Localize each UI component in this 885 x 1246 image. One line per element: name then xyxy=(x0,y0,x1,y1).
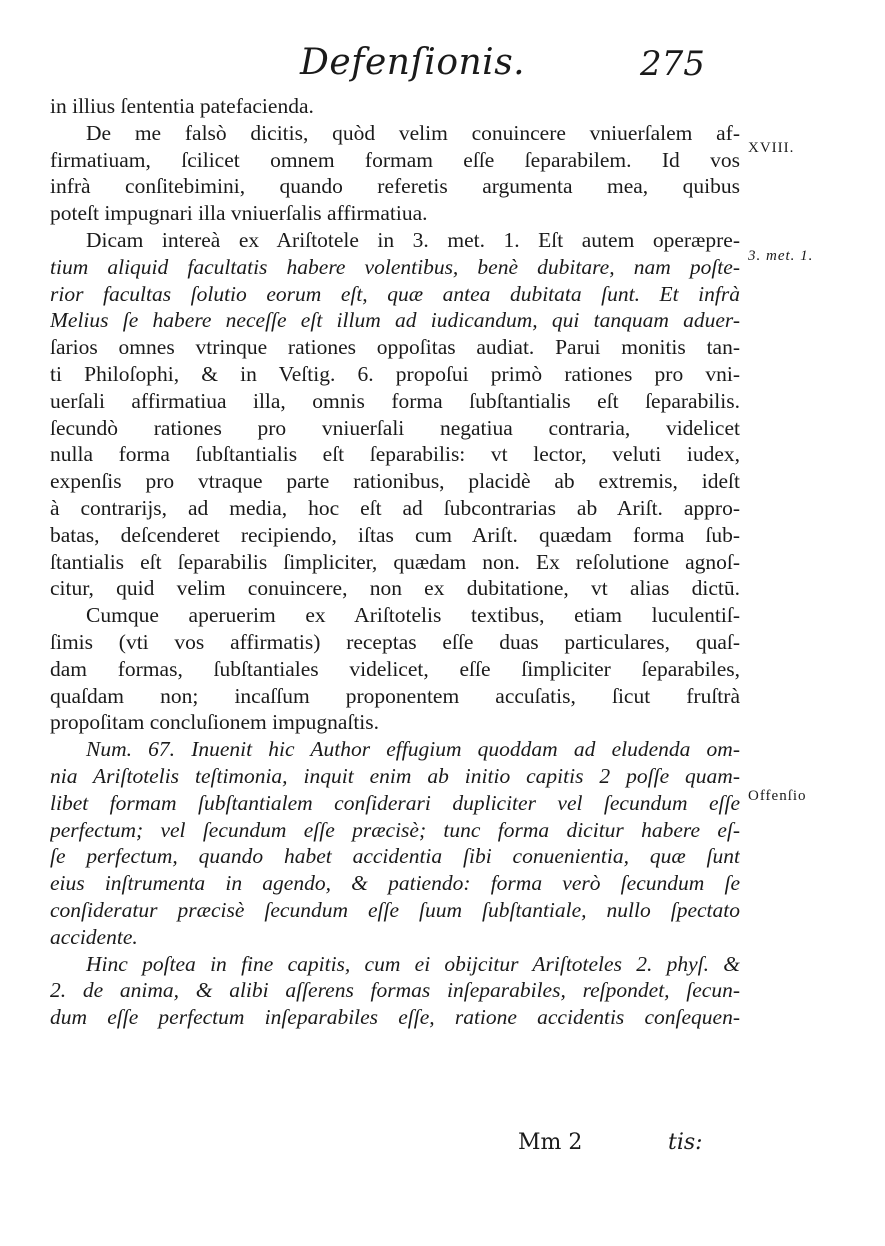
page-number: 275 xyxy=(640,44,705,84)
text-line: citur, quid velim conuincere, non ex dubitatione, vt alias dictū. xyxy=(50,576,740,601)
text-line: accidente. xyxy=(50,924,138,949)
text-line: rior facultas ſolutio eorum eſt, quæ antea dubitata ſunt. Et infrà xyxy=(50,281,740,306)
body-text xyxy=(50,93,740,1031)
text-line: ſe perfectum, quando habet accidentia ſibi conuenientia, quæ ſunt xyxy=(50,844,740,869)
text-line: eius inſtrumenta in agendo, & patiendo: forma verò ſecundum ſe xyxy=(50,871,740,896)
signature-mark: Mm 2 xyxy=(518,1130,583,1155)
text-line: poteſt impugnari illa vniuerſalis affirmatiua. xyxy=(50,201,428,226)
running-title: Defenſionis. xyxy=(300,42,526,83)
page-header xyxy=(0,42,885,92)
text-line: dum eſſe perfectum inſeparabiles eſſe, ratione accidentis conſequen- xyxy=(50,1005,740,1030)
text-line: Num. 67. Inuenit hic Author effugium quoddam ad eludenda om- xyxy=(86,737,740,762)
text-line: ti Philoſophi, & in Veſtig. 6. propoſui primò rationes pro vni- xyxy=(50,361,740,386)
text-line: ſtantialis eſt ſeparabilis ſimpliciter, quædam non. Ex reſolutione agnoſ- xyxy=(50,549,740,574)
margin-note: 3. met. 1. xyxy=(748,248,814,264)
text-line: propoſitam concluſionem impugnaſtis. xyxy=(50,710,380,735)
text-line: firmatiuam, ſcilicet omnem formam eſſe ſeparabilem. Id vos xyxy=(50,147,740,172)
text-line: perfectum; vel ſecundum eſſe præcisè; tunc forma dicitur habere eſ- xyxy=(50,817,740,842)
text-line: uerſali affirmatiua illa, omnis forma ſubſtantialis eſt ſeparabilis. xyxy=(50,388,740,413)
text-line: quaſdam non; incaſſum proponentem accuſatis, ſicut fruſtrà xyxy=(50,683,740,708)
margin-note: Offenſio xyxy=(748,788,807,804)
text-line: Dicam intereà ex Ariſtotele in 3. met. 1. Eſt autem operæpre- xyxy=(86,227,740,252)
text-line: infrà conſitebimini, quando referetis argumenta mea, quibus xyxy=(50,174,740,199)
text-line: ſimis (vti vos affirmatis) receptas eſſe duas particulares, quaſ- xyxy=(50,629,740,654)
margin-note: XVIII. xyxy=(748,140,795,156)
text-line: Cumque aperuerim ex Ariſtotelis textibus, etiam luculentiſ- xyxy=(86,603,740,628)
text-line: De me falsò dicitis, quòd velim conuincere vniuerſalem af- xyxy=(86,120,740,145)
text-line: 2. de anima, & alibi aſſerens formas inſeparabiles, reſpondet, ſecun- xyxy=(50,978,740,1003)
page-footer xyxy=(0,1130,885,1160)
text-line: tium aliquid facultatis habere volentibus, benè dubitare, nam poſte- xyxy=(50,254,740,279)
text-line: libet formam ſubſtantialem conſiderari dupliciter vel ſecundum eſſe xyxy=(50,790,740,815)
text-line: expenſis pro vtraque parte rationibus, placidè ab extremis, ideſt xyxy=(50,469,740,494)
text-line: Melius ſe habere neceſſe eſt illum ad iudicandum, qui tanquam aduer- xyxy=(50,308,740,333)
text-line: dam formas, ſubſtantiales videlicet, eſſe ſimpliciter ſeparabiles, xyxy=(50,656,740,681)
text-line: à contrarijs, ad media, hoc eſt ad ſubcontrarias ab Ariſt. appro- xyxy=(50,495,740,520)
text-line: nulla forma ſubſtantialis eſt ſeparabilis: vt lector, veluti iudex, xyxy=(50,442,740,467)
text-line: batas, deſcenderet recipiendo, iſtas cum Ariſt. quædam forma ſub- xyxy=(50,522,740,547)
text-line: in illius ſententia patefacienda. xyxy=(50,94,314,118)
catchword: tis: xyxy=(668,1130,703,1155)
text-line: nia Ariſtotelis teſtimonia, inquit enim ab initio capitis 2 poſſe quam- xyxy=(50,763,740,788)
text-line: ſecundò rationes pro vniuerſali negatiua contraria, videlicet xyxy=(50,415,740,440)
text-line: ſarios omnes vtrinque rationes oppoſitas audiat. Parui monitis tan- xyxy=(50,335,740,360)
text-line: conſideratur præcisè ſecundum eſſe ſuum ſubſtantiale, nullo ſpectato xyxy=(50,897,740,922)
text-line: Hinc poſtea in fine capitis, cum ei obijcitur Ariſtoteles 2. phyſ. & xyxy=(86,951,740,976)
